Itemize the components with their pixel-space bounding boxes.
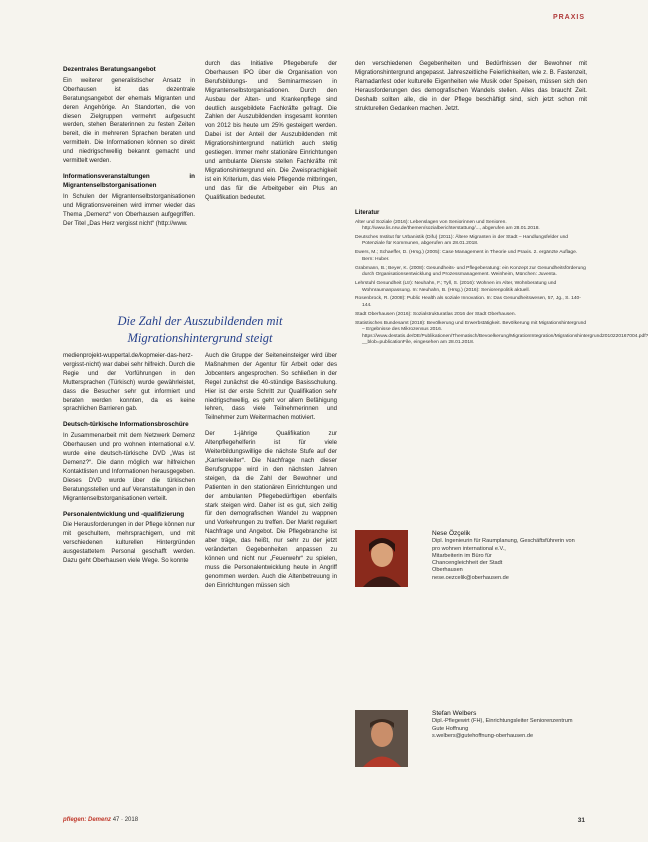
- heading-broschuere: Deutsch-türkische Informationsbroschüre: [63, 421, 189, 429]
- pull-quote: [70, 313, 330, 347]
- author-photo: [355, 530, 408, 587]
- literature-heading: Literatur: [355, 210, 380, 216]
- author-line: Chancengleichheit der Stadt: [432, 560, 503, 567]
- paragraph: medienprojekt-wuppertal.de/kopmeier-das-herz-vergisst-nicht) war dabei sehr hilfreich. Durch die Regie und der Vorführungen in den Muttersprachen (Türkisch) wurde gewährleistet, dass die Besucher sehr gut informiert und beraten werden konnten, da es keine sprachlichen Barrieren gab.: [63, 352, 195, 413]
- heading-dezentrales: Dezentrales Beratungsangebot: [63, 66, 156, 73]
- portrait-image: [355, 530, 408, 587]
- paragraph: den verschiedenen Gegebenheiten und Bedürfnissen der Bewohner mit Migrationshintergrund angepasst. Jahreszeitliche Feierlichkeiten, wie z. B. Fastenzeit, Ramadanfest oder kulturelle Eigenheiten wie Musik oder Speisen, müssen sich den Herausforderungen des demografischen Wandels stellen. Alles das braucht Zeit. Deshalb sollten alle, die in der Pflege beschäftigt sind, sich jetzt schon mit strukturellen Gedanken machen. Jetzt.: [355, 60, 587, 112]
- magazine-name: pflegen: Demenz: [63, 817, 112, 823]
- section-label: PRAXIS: [552, 14, 585, 21]
- heading-informationsveranstaltungen: Informationsveranstaltungen in Migrantenselbstorganisationen: [63, 172, 195, 189]
- author-email: s.welbers@gutehoffnung-oberhausen.de: [432, 732, 534, 739]
- portrait-image: [355, 710, 408, 767]
- author-line: Dipl.-Pflegewirt (FH), Einrichtungsleiter Seniorenzentrum: [432, 718, 573, 725]
- author-info: [432, 530, 592, 582]
- column-2-top: [205, 60, 337, 268]
- paragraph: Ein weiterer generalistischer Ansatz in Oberhausen ist das dezentrale Beratungsangebot der ehemals Migranten und deren Angehörige. An Standorten, die von diesen Zielgruppen vermehrt aufgesucht werden, stehen Beraterinnen zu festen Zeiten bereit, die in mehreren Sprachen beraten und vermitteln. Die Informationen können so direkt und niedrigschwellig bekannt gemacht und vermittelt werden.: [63, 76, 195, 165]
- column-1-top: [63, 60, 195, 258]
- author-info: [432, 710, 592, 740]
- author-name: Nese Özçelik: [432, 530, 471, 537]
- pull-quote-line-2: Migrationshintergrund steigt: [127, 331, 273, 345]
- literature-ref: Deutsches Institut für Urbanistik (Difu) (2011): Ältere Migranten in der Stadt – Handlungsfelder und Potenziale für Kommunen, abgerufen am 28.01.2018.: [355, 234, 569, 247]
- author-line: Oberhausen: [432, 567, 463, 574]
- paragraph: In Schulen der Migrantenselbstorganisationen und Migrationsvereinen wird immer wieder das Thema „Demenz“ von Oberhausen aufgegriffen. Der Titel „Das Herz vergisst nicht“ (http://www.: [63, 192, 195, 227]
- column-3-top: [355, 60, 587, 196]
- pull-quote-line-1: Die Zahl der Auszubildenden mit: [117, 314, 283, 328]
- literature-section: [355, 200, 648, 510]
- column-1-bottom: [63, 352, 195, 812]
- literature-ref: Statistisches Bundesamt (2018): Bevölkerung und Erwerbstätigkeit. Bevölkerung mit Migrationshintergrund – Ergebnisse des Mikrozensus 2016. https://www.destatis.de/DE/Publikationen/Thematisch/Bevoelkerung/MigrationIntegration/Migrationshintergrund2010220167004.pdf?__blob=publicationFile, eingesehen am 28.01.2018.: [355, 320, 648, 346]
- author-email: nese.oezcelik@oberhausen.de: [432, 574, 509, 581]
- author-photo: [355, 710, 408, 767]
- paragraph: Auch die Gruppe der Seiteneinsteiger wird über Maßnahmen der Agentur für Arbeit oder des Jobcenters angesprochen. So schließen in der Regel zunächst die 40-stündige Basisschulung. Hier ist der erste Schritt zur Qualifikation sehr niedrigschwellig, es geht vor allem Befähigung lehren, dass viele Teilnehmerinnen und Teilnehmer zum Weitermachen motiviert.: [205, 352, 337, 422]
- author-line: Gute Hoffnung: [432, 725, 469, 732]
- literature-ref: Alter und Soziale (2016): Lebenslagen von Seniorinnen und Senioren. http://www.lis.nrw.de/themen/sozialberichterstattung/..., abgerufen am 28.01.2018.: [355, 219, 540, 231]
- literature-ref: Lehrstuhl Gesundheit (Ltr): Neuhahn, F.; Tyll, S. (2016): Wohnen im Alter, Wohnberatung und Wohnraumanpassung. In: Neuhahn, B. (Hrsg.) (2016): Seniorenpolitik aktuell.: [355, 281, 557, 293]
- paragraph: durch das Initiative Pflegeberufe der Oberhausen IPO über die Organisation von Berufsbildungs- und Seminarmessen in Migrantenselbstorganisationen. Durch den Ausbau der Alten- und Krankenpflege sind deutlich ausgebildete Fachkräfte gefragt. Die Zahlen der Auszubildenden insgesamt konnten von 2012 bis heute um 25% gesteigert werden. Dabei ist der Anteil der Auszubildenden mit Migrationshintergrund natürlich auch stetig gestiegen. Immer mehr stationäre Einrichtungen und ambulante Dienste stellen Fachkräfte mit Migrationshintergrund ein. Die Zweisprachigkeit ist ein Kriterium, das viele Pflegende mitbringen, und das für die Arbeitgeber ein Plus an Qualifikation bedeutet.: [205, 60, 337, 201]
- literature-ref: Rosenbrock, R. (2008): Public Health als soziale Innovation. In: Das Gesundheitswesen, 57, Jg., S. 140-144.: [355, 296, 581, 308]
- heading-personalentwicklung: Personalentwicklung und -qualifizierung: [63, 510, 185, 518]
- author-line: pro wohnen international e.V.,: [432, 545, 506, 552]
- author-line: Mitarbeiterin im Büro für: [432, 552, 492, 559]
- paragraph: Der 1-jährige Qualifikation zur Altenpflegehelferin ist für viele Weiterbildungswillige die nächste Stufe auf der „Karriereleiter“. Die Nachfrage nach dieser Berufsgruppe wird in den nächsten Jahren steigen, da die Zahl der Bewohner und Patienten in den stationären Einrichtungen und der ambulanten Pflegebedürftigen ebenfalls stark steigen wird. Daher ist es gut, sich zeitig für den demografischen Wandel zu wappnen und Vorkehrungen zu treffen. Der Markt reguliert Nachfrage und Angebot. Die Pflegebranche ist aber träge, das heißt, nur sehr zu der jetzt veränderten Gegebenheiten anpassen zu können und nicht nur „Feuerwehr“ zu spielen, muss die Personalentwicklung heute in Angriff genommen werden. Auch die Altenbetreuung in den Einrichtungen müssen sich: [205, 430, 337, 589]
- issue-number: 47 · 2018: [112, 817, 139, 823]
- literature-ref: Grabmann, B.; Beyer, K. (2008): Gesundheits- und Pflegeberatung: ein Konzept zur Gesundheitsförderung durch Organisationsentwicklung und Prozessmanagement. Weinheim, München: Juventa.: [355, 265, 586, 278]
- page-number: 31: [577, 817, 585, 824]
- author-card: [355, 710, 591, 772]
- paragraph: In Zusammenarbeit mit dem Netzwerk Demenz Oberhausen und pro wohnen international e.V. wurde eine deutsch-türkische DVD „Was ist Demenz?“. Die dann möglich war hilfreichen Kontaktlisten und Informationen herausgegeben. Dieses DVD wurde über die türkischen Beratungsstellen und auf Veranstaltungen in den Migrantenselbstorganisationen verteilt.: [63, 432, 195, 502]
- paragraph: Die Herausforderungen in der Pflege können nur mit geschultem, mehrsprachigem, und mit verschiedenen kulturellen Hintergründen ausgestattetem Personal geschafft werden. Dazu geht Oberhausen viele Wege. So konnte: [63, 521, 195, 565]
- author-card: [355, 530, 591, 592]
- literature-ref: Stadt Oberhausen (2016): Sozialstrukturatlas 2016 der Stadt Oberhausen.: [355, 311, 516, 317]
- column-2-bottom: [205, 352, 337, 812]
- author-name: Stefan Welbers: [432, 710, 477, 717]
- literature-ref: Ewers, M.; Schaeffer, D. (Hrsg.) (2005): Case Management in Theorie und Praxis. 2. ergänzte Auflage. Bern: Huber.: [355, 250, 578, 262]
- author-line: Dipl. Ingenieurin für Raumplanung, Geschäftsführerin von: [432, 538, 575, 545]
- footer-magazine: [63, 817, 138, 823]
